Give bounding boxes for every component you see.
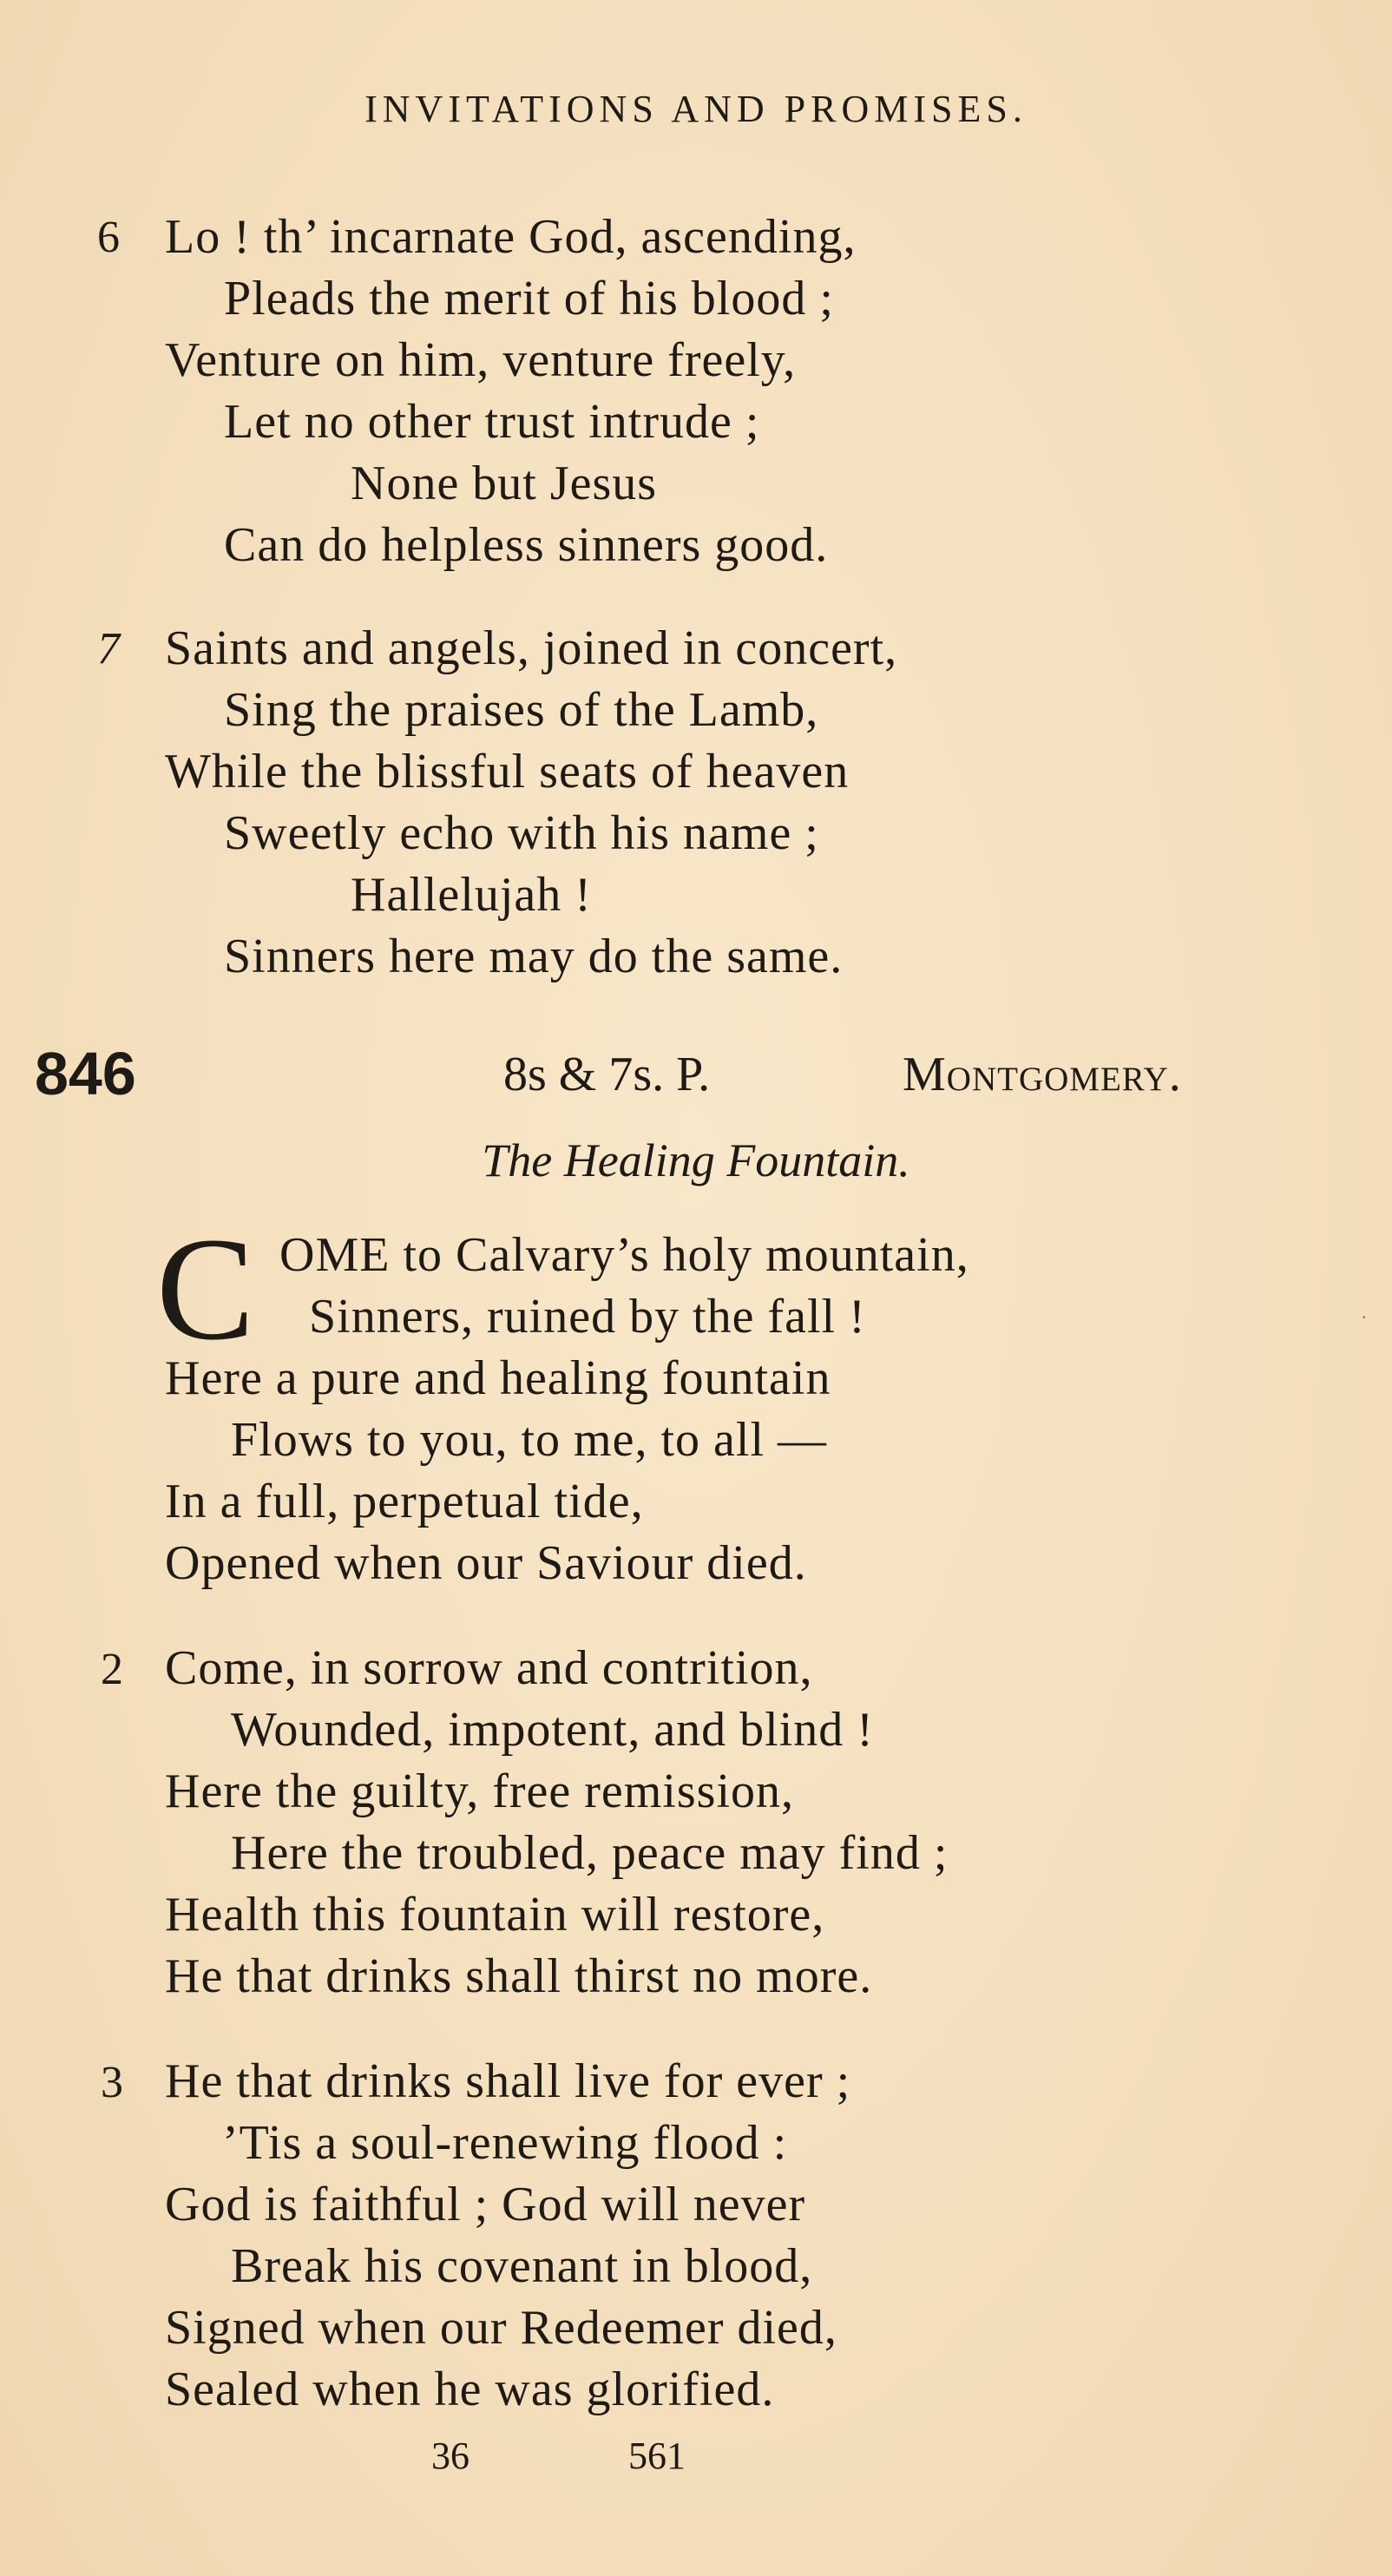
verse-number: 2 <box>101 1645 123 1694</box>
verse-line: Come, in sorrow and contrition, <box>165 1641 813 1695</box>
verse-number: 6 <box>97 213 120 262</box>
verse-line: Sealed when he was glorified. <box>165 2362 775 2416</box>
verse-line: Sweetly echo with his name ; <box>224 806 819 860</box>
hymn-title: The Healing Fountain. <box>482 1134 910 1186</box>
verse-line: Can do helpless sinners good. <box>224 518 829 572</box>
verse-line: In a full, perpetual tide, <box>165 1475 644 1528</box>
verse-line: Sinners, ruined by the fall ! <box>309 1290 866 1344</box>
verse-line: Venture on him, venture freely, <box>165 333 797 387</box>
verse-line: Health this fountain will restore, <box>165 1888 825 1942</box>
hymn-number: 846 <box>35 1040 136 1107</box>
verse-line: Signed when our Redeemer died, <box>165 2301 837 2355</box>
verse-line: Wounded, impotent, and blind ! <box>231 1703 874 1757</box>
verse-line: Here the troubled, peace may find ; <box>231 1826 949 1880</box>
verse-number: 7 <box>97 624 120 674</box>
verse-line: Hallelujah ! <box>351 868 592 922</box>
verse-line: ’Tis a soul-renewing flood : <box>222 2116 788 2170</box>
hymn-author: Montgomery. <box>903 1048 1182 1101</box>
drop-cap: C <box>156 1207 255 1370</box>
verse-line: Here a pure and healing fountain <box>165 1351 831 1405</box>
verse-line: Lo ! th’ incarnate God, ascending, <box>165 210 857 264</box>
verse-line: Sinners here may do the same. <box>224 930 844 983</box>
verse-line: Pleads the merit of his blood ; <box>224 272 834 325</box>
verse-line: Saints and angels, joined in concert, <box>165 621 898 675</box>
paper-speck: · <box>1361 1306 1368 1328</box>
verse-line: While the blissful seats of heaven <box>165 745 850 798</box>
verse-line: Let no other trust intrude ; <box>224 395 760 449</box>
signature-mark: 36 <box>431 2435 469 2477</box>
page-number: 561 <box>628 2435 686 2477</box>
verse-line: Flows to you, to me, to all — <box>231 1413 827 1467</box>
verse-line: Sing the praises of the Lamb, <box>224 683 819 737</box>
verse-line: Opened when our Saviour died. <box>165 1536 807 1590</box>
verse-line: God is faithful ; God will never <box>165 2178 806 2231</box>
running-header: INVITATIONS AND PROMISES. <box>364 88 1028 130</box>
verse-line: None but Jesus <box>351 457 658 510</box>
verse-line: Break his covenant in blood, <box>231 2239 813 2293</box>
hymn-meter: 8s & 7s. P. <box>503 1048 711 1101</box>
verse-line: OME to Calvary’s holy mountain, <box>279 1228 969 1282</box>
verse-number: 3 <box>101 2058 123 2107</box>
verse-line: He that drinks shall thirst no more. <box>165 1949 873 2003</box>
verse-line: He that drinks shall live for ever ; <box>165 2054 851 2108</box>
verse-line: Here the guilty, free remission, <box>165 1764 795 1818</box>
